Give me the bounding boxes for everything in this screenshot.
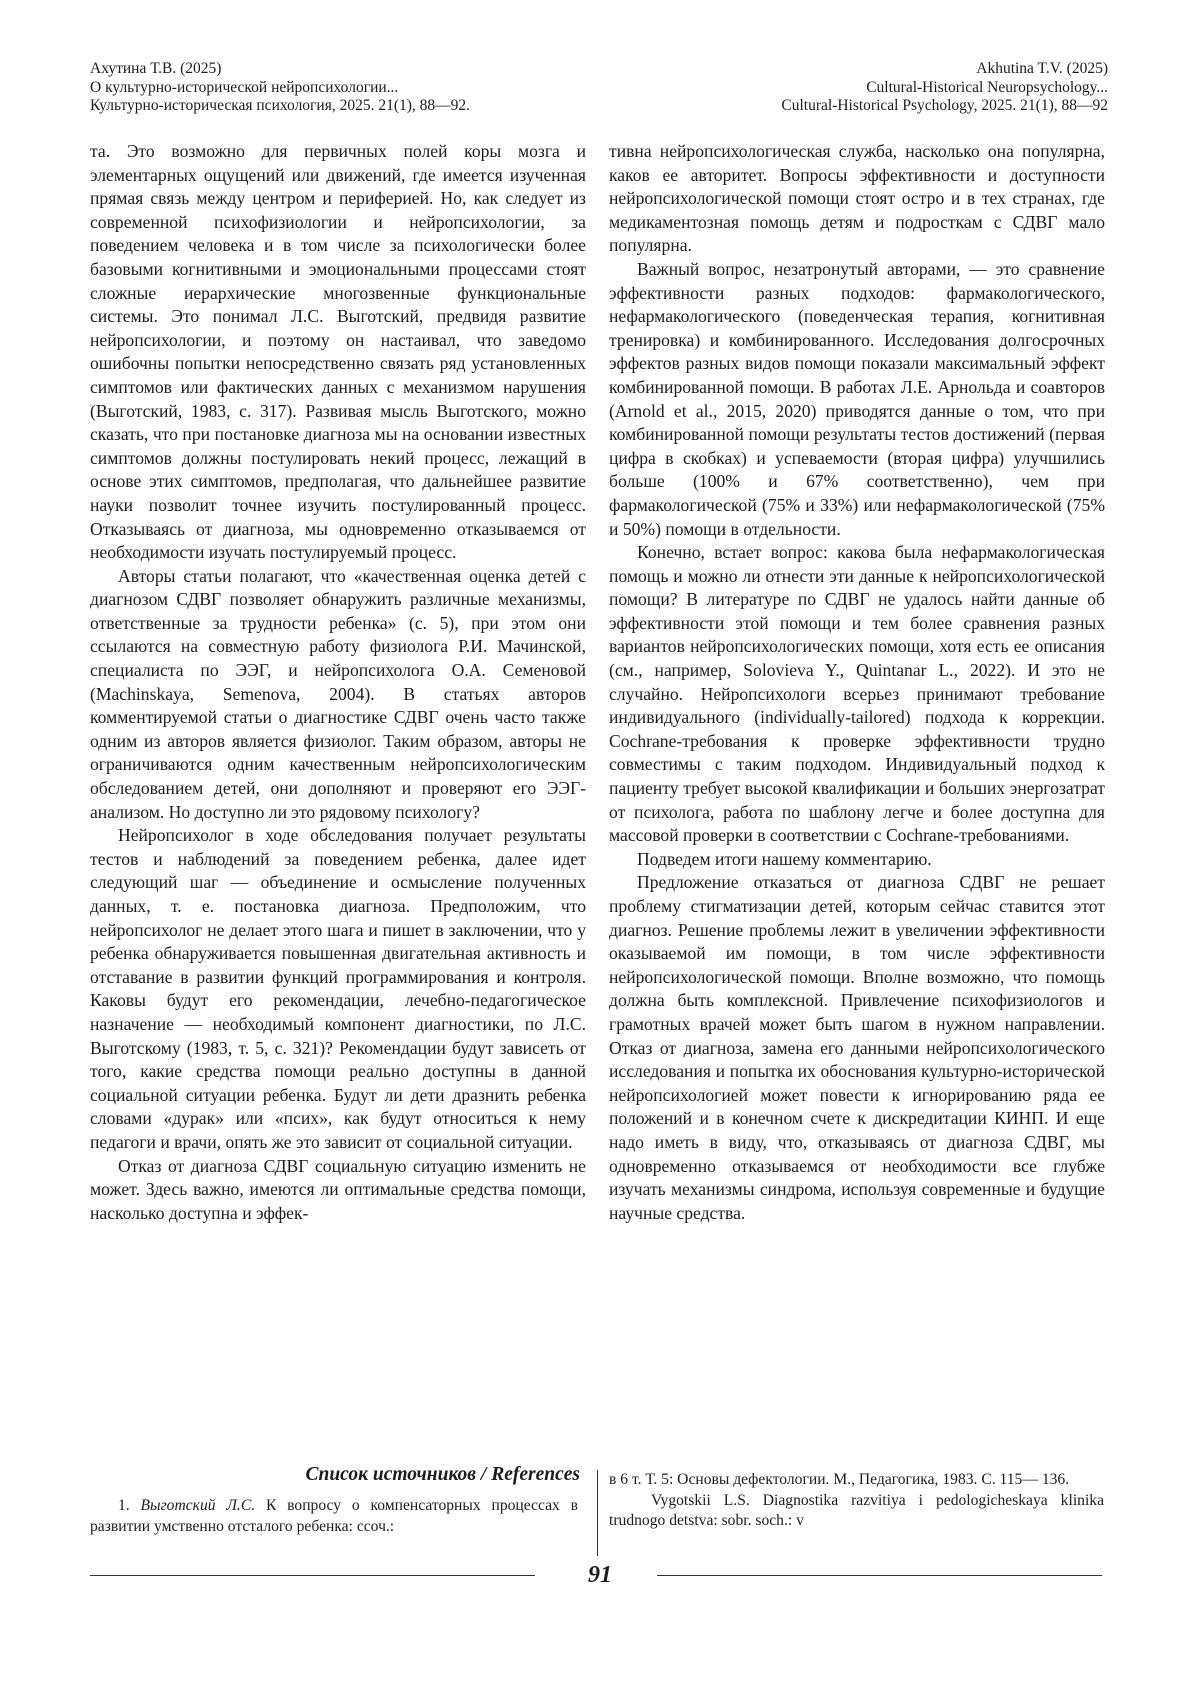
reference-author: Выготский Л.С. [141,1497,256,1514]
footer-rule-left [90,1575,535,1576]
footer-rule-right [657,1575,1102,1576]
header-right-journal: Cultural-Historical Psychology, 2025. 21(1), 88—92 [781,97,1108,116]
references-continued [609,1470,1104,1532]
paragraph: Подведем итоги нашему комментарию. [609,848,1105,872]
header-left-journal: Культурно-историческая психология, 2025. 21(1), 88—92. [90,97,470,116]
paragraph: та. Это возможно для первичных полей коры мозга и элементарных ощущений или движений, где имеется изученная прямая связь между центром и периферией. Но, как следует из современной психофизиологии и нейропсихологии, за поведением человека и в том числе за психологически более базовыми когнитивными и эмоциональными процессами стоят сложные иерархические многозвенные функциональные системы. Это понимал Л.С. Выготский, предвидя развитие нейропсихологии, и поэтому он настаивал, что заведомо ошибочны попытки непосредственно связать ряд установленных симптомов или фактических данных с механизмом нарушения (Выготский, 1983, с. 317). Развивая мысль Выготского, можно сказать, что при постановке диагноза мы на основании известных симптомов должны постулировать некий процесс, лежащий в основе этих симптомов, предполагая, что дальнейшее развитие науки позволит точнее изучить постулированный процесс. Отказываясь от диагноза, мы одновременно отказываемся от необходимости изучать постулируемый процесс. [90,140,586,565]
header-right-author: Akhutina T.V. (2025) [781,60,1108,79]
paragraph: Конечно, встает вопрос: какова была нефармакологическая помощь и можно ли отнести эти данные к нейропсихологической помощи? В литературе по СДВГ не удалось найти данные об эффективности этой помощи и тем более сравнения разных вариантов нейропсихологических помощи, хотя есть ее описания (см., например, Solovieva Y., Quintanar L., 2022). И это не случайно. Нейропсихологи всерьез принимают требование индивидуального (individually-tailored) подхода к коррекции. Cochrane-требования к проверке эффективности трудно совместимы с таким подходом. Индивидуальный подход к пациенту требует высокой квалификации и больших энергозатрат от психолога, работа по шаблону легче и более доступна для массовой проверки в соответствии с Cochrane-требованиями. [609,541,1105,848]
header-left-title: О культурно-исторической нейропсихологии... [90,79,470,98]
references-column-divider [597,1470,598,1556]
body-column-left [90,140,586,1225]
reference-text: К вопросу о компенсаторных процессах в развитии умственно отсталого ребенка: ссоч.: [90,1497,578,1535]
paragraph: Предложение отказаться от диагноза СДВГ не решает проблему стигматизации детей, которым сейчас ставится этот диагноз. Решение проблемы лежит в увеличении эффективности оказываемой им помощи, в том числе эффективности нейропсихологической помощи. Вполне возможно, что помощь должна быть комплексной. Привлечение психофизиологов и грамотных врачей может быть шагом в нужном направлении. Отказ от диагноза, замена его данными нейропсихологического исследования и попытка их обоснования культурно-исторической нейропсихологией может повести к игнорированию ряда ее положений и в конечном счете к дискредитации КИНП. И еще надо иметь в виду, что, отказываясь от диагноза СДВГ, мы одновременно отказываемся от необходимости все глубже изучать механизмы синдрома, используя современные и будущие научные средства. [609,871,1105,1225]
paragraph: Нейропсихолог в ходе обследования получает результаты тестов и наблюдений за поведением ребенка, далее идет следующий шаг — объединение и осмысление полученных данных, т. е. постановка диагноза. Предположим, что нейропсихолог не делает этого шага и пишет в заключении, что у ребенка обнаруживается повышенная двигательная активность и отставание в развитии функций программирования и контроля. Каковы будут его рекомендации, лечебно-педагогическое назначение — необходимый компонент диагностики, по Л.С. Выготскому (1983, т. 5, с. 321)? Рекомендации будут зависеть от того, какие средства помощи реально доступны в данной социальной ситуации ребенка. Будут ли дети дразнить ребенка словами «дурак» или «псих», как будут относиться к нему педагоги и врачи, опять же это зависит от социальной ситуации. [90,824,586,1154]
paragraph: Авторы статьи полагают, что «качественная оценка детей с диагнозом СДВГ позволяет обнаружить различные механизмы, ответственные за трудности ребенка» (с. 5), при этом они ссылаются на совместную работу физиолога Р.И. Мачинской, специалиста по ЭЭГ, и нейропсихолога О.А. Семеновой (Machinskaya, Semenova, 2004). В статьях авторов комментируемой статьи о диагностике СДВГ очень часто также одним из авторов является физиолог. Таким образом, авторы не ограничиваются одним качественным нейропсихологическим обследованием детей, они дополняют и проверяют его ЭЭГ-анализом. Но доступно ли это рядовому психологу? [90,565,586,825]
reference-continuation: в 6 т. Т. 5: Основы дефектологии. М., Педагогика, 1983. С. 115— 136. [609,1470,1104,1491]
references-title: Список источников / References [90,1462,586,1488]
reference-transliteration: Vygotskii L.S. Diagnostika razvitiya i pedologicheskaya klinika trudnogo detstva: sobr. soch.: v [609,1491,1104,1532]
running-header-right [781,60,1108,116]
paragraph: Важный вопрос, незатронутый авторами, — это сравнение эффективности разных подходов: фармакологического, нефармакологического (поведенческая терапия, когнитивная тренировка) и комбинированного. Исследования долгосрочных эффектов разных видов помощи показали максимальный эффект комбинированной помощи. В работах Л.Е. Арнольда и соавторов (Arnold et al., 2015, 2020) приводятся данные о том, что при комбинированной помощи результаты тестов достижений (первая цифра в скобках) и успеваемости (вторая цифра) улучшились больше (100% и 67% соответственно), чем при фармакологической (75% и 33%) или нефармакологической (75% и 50%) помощи в отдельности. [609,258,1105,541]
reference-item [90,1496,586,1537]
paragraph: тивна нейропсихологическая служба, насколько она популярна, каков ее авторитет. Вопросы эффективности и доступности нейропсихологической помощи стоят остро и в тех странах, где медикаментозная помощь детям и подросткам с СДВГ мало популярна. [609,140,1105,258]
header-right-title: Cultural-Historical Neuropsychology... [781,79,1108,98]
references-section [90,1462,586,1537]
running-header-left [90,60,470,116]
body-column-right [609,140,1105,1225]
page-number: 91 [560,1561,640,1589]
paragraph: Отказ от диагноза СДВГ социальную ситуацию изменить не может. Здесь важно, имеются ли оптимальные средства помощи, насколько доступна и эффек- [90,1155,586,1226]
header-left-author: Ахутина Т.В. (2025) [90,60,470,79]
reference-number: 1. [118,1497,130,1514]
